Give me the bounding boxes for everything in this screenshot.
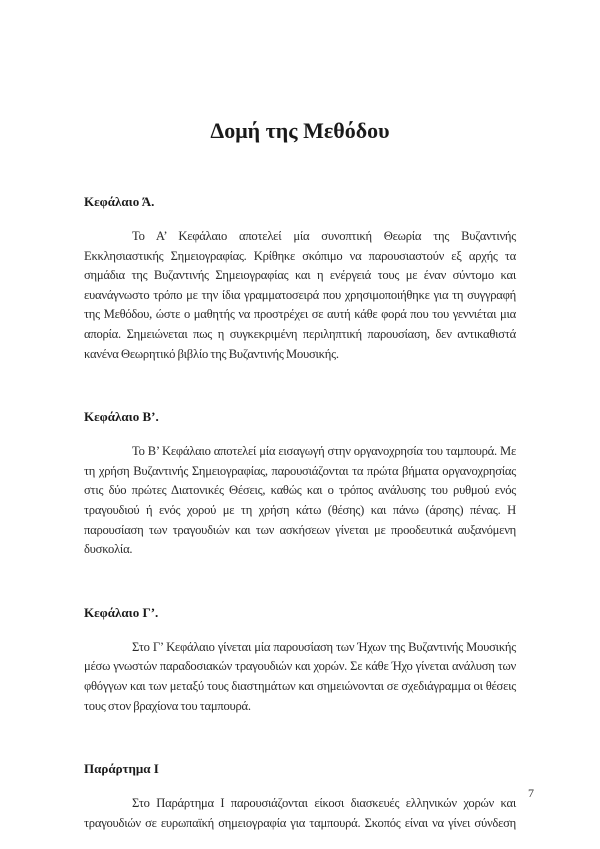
text-line: Το Β’ Κεφάλαιο αποτελεί μία εισαγωγή στην οργανοχρησία του ταμπουρά. Με <box>132 444 516 459</box>
section-heading-chapter-a: Κεφάλαιο Ά. <box>84 194 155 209</box>
text-line: μέσω γνωστών παραδοσιακών τραγουδιών και χορών. Σε κάθε Ήχο γίνεται ανάλυση των <box>84 659 516 674</box>
section-body-chapter-b <box>84 442 516 560</box>
text-line: Στο Παράρτημα Ι παρουσιάζονται είκοσι διασκευές ελληνικών χορών και <box>132 796 516 811</box>
text-line: Στο Γ’ Κεφάλαιο γίνεται μία παρουσίαση των Ήχων της Βυζαντινής Μουσικής <box>132 639 516 654</box>
text-line: ευανάγνωστο τρόπο με την ίδια γραμματοσειρά που χρησιμοποιήθηκε για τη συγγραφή <box>84 287 516 302</box>
section-chapter-b <box>84 408 516 560</box>
text-line: τραγουδιού ή ενός χορού με τη χρήση κάτω (θέσης) και πάνω (άρσης) πένας. Η <box>84 502 516 517</box>
section-appendix-i <box>84 760 516 833</box>
text-line: κανένα Θεωρητικό βιβλίο της Βυζαντινής Μουσικής. <box>84 346 339 361</box>
text-line: παρουσίαση των τραγουδιών και των ασκήσεων γίνεται με προοδευτικά αυξανόμενη <box>84 522 516 537</box>
text-line: της Μεθόδου, ώστε ο μαθητής να προστρέχει σε αυτή κάθε φορά που του γεννιέται μια <box>84 307 516 322</box>
text-line: τους στον βραχίονα του ταμπουρά. <box>84 698 251 713</box>
text-line: στις δύο πρώτες Διατονικές Θέσεις, καθώς και ο τρόπος ανάλυσης του ρυθμού ενός <box>84 483 516 498</box>
text-line: δυσκολία. <box>84 542 133 557</box>
section-body-appendix-i <box>84 794 516 833</box>
text-line: απορία. Σημειώνεται πως η συγκεκριμένη περιληπτική παρουσίαση, δεν αντικαθιστά <box>84 326 516 341</box>
section-body-chapter-c <box>84 638 516 716</box>
section-body-chapter-a <box>84 227 516 364</box>
section-heading-chapter-b: Κεφάλαιο Β’. <box>84 409 159 425</box>
text-line: Το Α’ Κεφάλαιο αποτελεί μία συνοπτική Θεωρία της Βυζαντινής <box>132 229 516 243</box>
section-chapter-c <box>84 604 516 716</box>
page-number: 7 <box>528 786 534 800</box>
text-line: σημάδια της Βυζαντινής Σημειογραφίας και η ενέργειά τους με έναν σύντομο και <box>84 268 516 283</box>
text-line: φθόγγων και των μεταξύ τους διαστημάτων και σημειώνονται σε σχεδιάγραμμα οι θέσεις <box>84 678 516 693</box>
page-title: Δομή της Μεθόδου <box>210 118 390 143</box>
text-line: τραγουδιών σε ευρωπαϊκή σημειογραφία για ταμπουρά. Σκοπός είναι να γίνει σύνδεση <box>84 815 516 830</box>
section-chapter-a <box>84 193 516 364</box>
section-heading-appendix-i: Παράρτημα Ι <box>84 761 159 777</box>
section-heading-chapter-c: Κεφάλαιο Γ’. <box>84 604 159 620</box>
text-line: Εκκλησιαστικής Σημειογραφίας. Κρίθηκε σκόπιμο να παρουσιαστούν εξ αρχής τα <box>84 248 516 263</box>
text-line: τη χρήση Βυζαντινής Σημειογραφίας, παρουσιάζονται τα πρώτα βήματα οργανοχρησίας <box>84 463 516 478</box>
